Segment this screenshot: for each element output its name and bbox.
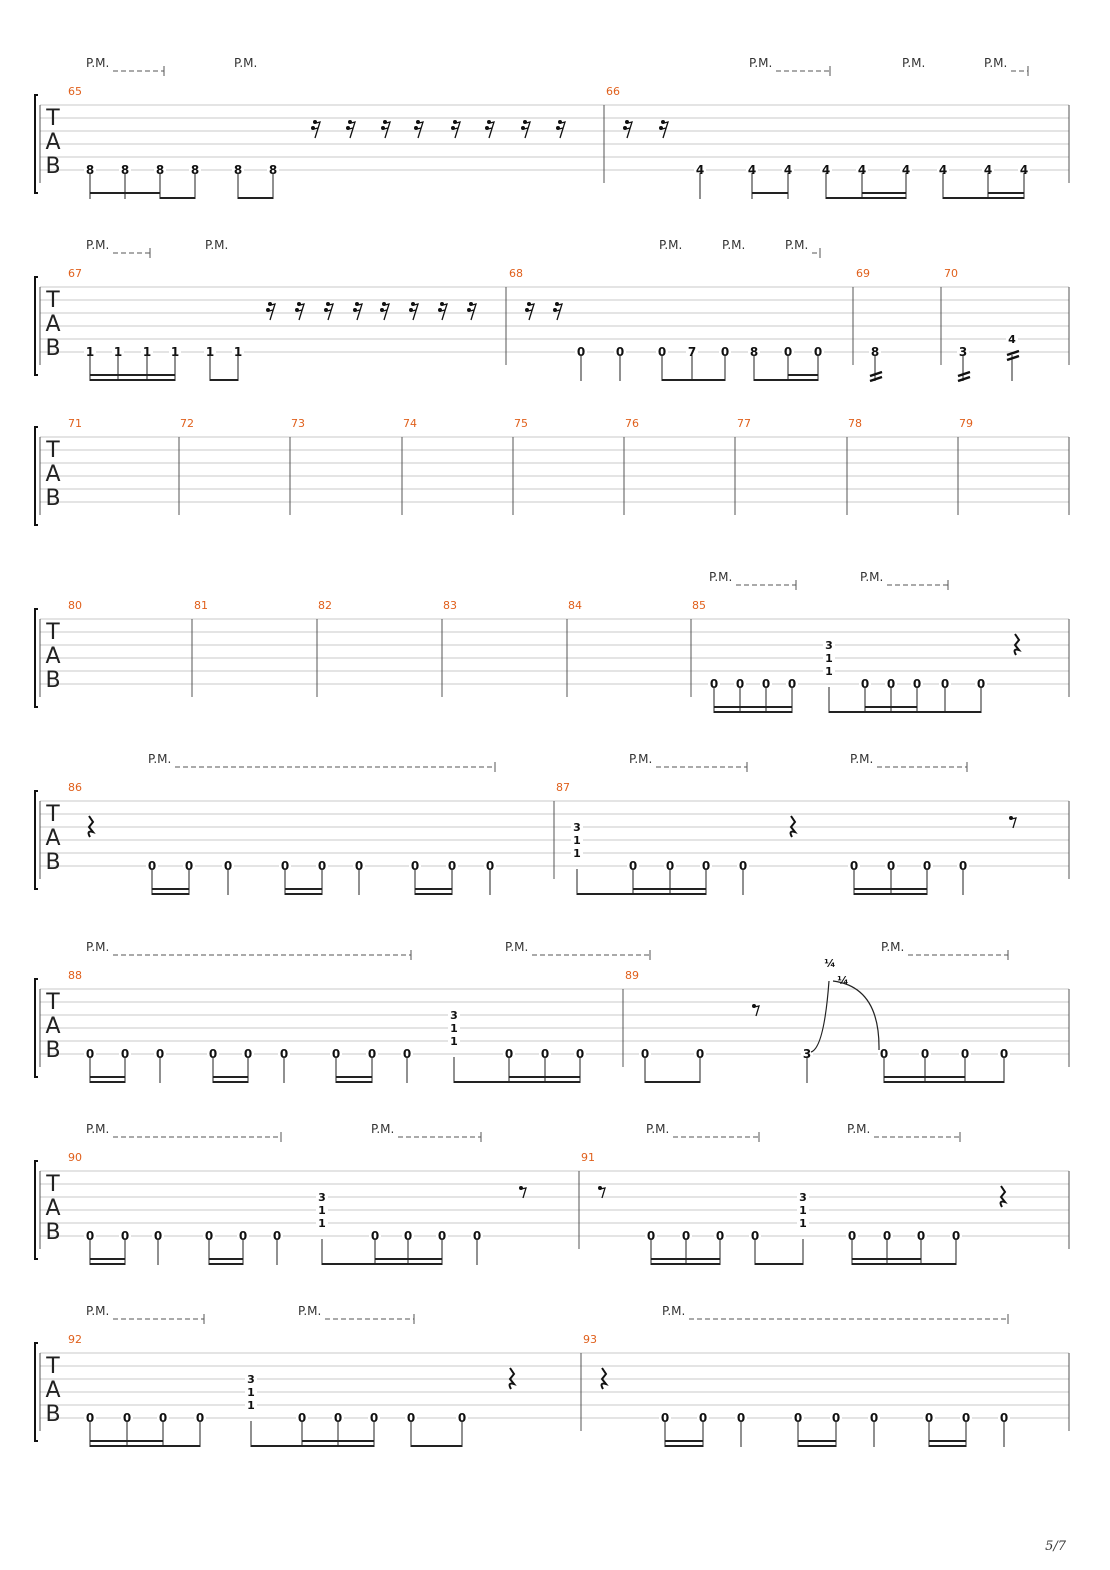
fret-number: 4 [1019,163,1029,177]
fret-number: 1 [799,1217,807,1230]
fret-number: 0 [402,1047,412,1061]
fret-number: 8 [155,163,165,177]
tab-clef-letter: T [46,620,60,645]
fret-number: 4 [747,163,757,177]
system-brace [35,609,38,707]
fret-number: 4 [901,163,911,177]
system-brace [35,427,38,525]
fret-number: 0 [437,1229,447,1243]
measure-number: 85 [692,599,706,612]
fret-number: 0 [370,1229,380,1243]
sixteenth-rest [298,304,304,320]
fret-number: 0 [406,1411,416,1425]
tab-clef-letter: B [45,336,61,361]
fret-number: 0 [369,1411,379,1425]
fret-number: 0 [735,677,745,691]
measure-number: 80 [68,599,82,612]
fret-number: 0 [208,1047,218,1061]
fret-number: 1 [233,345,243,359]
palm-mute-label: P.M. [234,56,258,70]
fret-number: 0 [410,859,420,873]
fret-number: 3 [958,345,968,359]
fret-number: 3 [799,1191,807,1204]
measure-number: 72 [180,417,194,430]
bend-amount-label: ¼ [824,957,836,970]
fret-number: 0 [367,1047,377,1061]
palm-mute-label: P.M. [722,238,746,252]
fret-number: 0 [960,1047,970,1061]
fret-number: 0 [660,1411,670,1425]
fret-number: 4 [983,163,993,177]
tab-clef-letter: B [45,1402,61,1427]
sixteenth-rest [412,304,418,320]
measure-number: 90 [68,1151,82,1164]
fret-number: 0 [223,859,233,873]
fret-number: 3 [247,1373,255,1386]
sixteenth-rest [349,122,355,138]
fret-number: 3 [573,821,581,834]
fret-number: 8 [233,163,243,177]
tab-clef-letter: T [46,1172,60,1197]
fret-number: 0 [869,1411,879,1425]
measure-number: 65 [68,85,82,98]
fret-number: 1 [170,345,180,359]
fret-number: 0 [847,1229,857,1243]
fret-number: 0 [657,345,667,359]
sixteenth-rest [559,122,565,138]
fret-number: 0 [860,677,870,691]
fret-number: 0 [472,1229,482,1243]
fret-number: 8 [870,345,880,359]
fret-number: 0 [184,859,194,873]
measure-number: 66 [606,85,620,98]
fret-number: 0 [924,1411,934,1425]
tab-clef-letter: A [45,1014,61,1039]
measure-number: 92 [68,1333,82,1346]
fret-number: 0 [504,1047,514,1061]
tab-clef-letter: B [45,1220,61,1245]
fret-number: 0 [120,1047,130,1061]
palm-mute-label: P.M. [148,752,172,766]
palm-mute-label: P.M. [86,238,110,252]
palm-mute-label: P.M. [629,752,653,766]
fret-number: 0 [540,1047,550,1061]
staff-system [35,940,1069,1083]
fret-number: 0 [720,345,730,359]
fret-number: 0 [297,1411,307,1425]
tab-clef-letter: T [46,438,60,463]
fret-number: 0 [715,1229,725,1243]
eighth-rest-dot [519,1186,523,1190]
tab-clef-letter: A [45,1378,61,1403]
page-number: 5/7 [1045,1539,1066,1554]
palm-mute-label: P.M. [860,570,884,584]
fret-number: 0 [628,859,638,873]
palm-mute-label: P.M. [785,238,809,252]
fret-number: 0 [280,859,290,873]
palm-mute-label: P.M. [902,56,926,70]
sixteenth-rest [524,122,530,138]
fret-number: 3 [825,639,833,652]
palm-mute-label: P.M. [205,238,229,252]
palm-mute-label: P.M. [86,1122,110,1136]
measure-number: 73 [291,417,305,430]
fret-number: 0 [976,677,986,691]
sixteenth-rest [454,122,460,138]
tab-clef-letter: A [45,644,61,669]
fret-number: 0 [951,1229,961,1243]
fret-number: 0 [354,859,364,873]
system-brace [35,1343,38,1441]
palm-mute-label: P.M. [646,1122,670,1136]
fret-number: 0 [709,677,719,691]
fret-number: 0 [912,677,922,691]
sixteenth-rest [556,304,562,320]
fret-number: 4 [695,163,705,177]
palm-mute-label: P.M. [659,238,683,252]
fret-number: 0 [879,1047,889,1061]
tab-clef-letter: B [45,1038,61,1063]
bend-notation [811,957,879,1052]
tab-clef-letter: B [45,668,61,693]
staff-system [35,238,1069,381]
tab-clef-letter: T [46,990,60,1015]
fret-number: 0 [849,859,859,873]
palm-mute-label: P.M. [749,56,773,70]
tremolo-slash [870,372,882,381]
tab-clef-letter: B [45,850,61,875]
measure-number: 87 [556,781,570,794]
eighth-rest-dot [598,1186,602,1190]
measure-number: 82 [318,599,332,612]
measure-number: 71 [68,417,82,430]
fret-number: 0 [272,1229,282,1243]
fret-number: 0 [701,859,711,873]
sixteenth-rest [269,304,275,320]
fret-number: 0 [940,677,950,691]
tab-clef-letter: A [45,312,61,337]
fret-number: 4 [1008,333,1016,346]
fret-number: 8 [749,345,759,359]
tab-clef-letter: B [45,154,61,179]
fret-number: 3 [318,1191,326,1204]
sixteenth-rest [528,304,534,320]
fret-number: 0 [85,1229,95,1243]
fret-number: 1 [318,1204,326,1217]
fret-number: 0 [640,1047,650,1061]
fret-number: 3 [802,1047,812,1061]
fret-number: 1 [573,834,581,847]
tab-clef-letter: T [46,802,60,827]
fret-number: 1 [573,847,581,860]
fret-number: 0 [813,345,823,359]
tab-clef-letter: A [45,826,61,851]
fret-number: 0 [447,859,457,873]
fret-number: 8 [268,163,278,177]
system-brace [35,95,38,193]
bend-amount-label: ¼ [837,974,849,987]
fret-number: 4 [783,163,793,177]
measure-number: 93 [583,1333,597,1346]
fret-number: 0 [999,1411,1009,1425]
fret-number: 0 [916,1229,926,1243]
fret-number: 1 [825,665,833,678]
fret-number: 1 [450,1022,458,1035]
sixteenth-rest [327,304,333,320]
measure-number: 81 [194,599,208,612]
fret-number: 0 [646,1229,656,1243]
fret-number: 8 [120,163,130,177]
fret-number: 0 [457,1411,467,1425]
palm-mute-label: P.M. [371,1122,395,1136]
fret-number: 0 [85,1411,95,1425]
palm-mute-label: P.M. [850,752,874,766]
fret-number: 0 [333,1411,343,1425]
fret-number: 8 [190,163,200,177]
fret-number: 0 [958,859,968,873]
fret-number: 4 [821,163,831,177]
fret-number: 0 [243,1047,253,1061]
fret-number: 0 [155,1047,165,1061]
fret-number: 0 [331,1047,341,1061]
staff-system [35,752,1069,895]
fret-number: 0 [238,1229,248,1243]
tab-clef-letter: A [45,1196,61,1221]
fret-number: 0 [783,345,793,359]
fret-number: 0 [153,1229,163,1243]
fret-number: 1 [825,652,833,665]
tab-clef-letter: A [45,462,61,487]
staff-system [35,1122,1069,1265]
fret-number: 0 [922,859,932,873]
fret-number: 4 [857,163,867,177]
fret-number: 1 [247,1386,255,1399]
fret-number: 0 [920,1047,930,1061]
fret-number: 0 [681,1229,691,1243]
measure-number: 67 [68,267,82,280]
fret-number: 0 [158,1411,168,1425]
measure-number: 83 [443,599,457,612]
palm-mute-label: P.M. [86,56,110,70]
measure-number: 77 [737,417,751,430]
staff-system [35,417,1069,525]
measure-number: 84 [568,599,582,612]
staff-system [35,56,1069,199]
fret-number: 0 [738,859,748,873]
tab-clef-letter: T [46,106,60,131]
fret-number: 0 [279,1047,289,1061]
tab-clef-letter: T [46,288,60,313]
sixteenth-rest [626,122,632,138]
sixteenth-rest [441,304,447,320]
measure-number: 75 [514,417,528,430]
palm-mute-label: P.M. [86,1304,110,1318]
measure-number: 70 [944,267,958,280]
system-brace [35,1161,38,1259]
palm-mute-label: P.M. [298,1304,322,1318]
tab-clef-letter: A [45,130,61,155]
fret-number: 0 [698,1411,708,1425]
fret-number: 0 [787,677,797,691]
sixteenth-rest [488,122,494,138]
sixteenth-rest [470,304,476,320]
eighth-rest-dot [752,1004,756,1008]
fret-number: 8 [85,163,95,177]
fret-number: 0 [575,1047,585,1061]
fret-number: 0 [195,1411,205,1425]
fret-number: 0 [750,1229,760,1243]
measure-number: 74 [403,417,417,430]
fret-number: 0 [999,1047,1009,1061]
system-brace [35,979,38,1077]
fret-number: 0 [120,1229,130,1243]
palm-mute-label: P.M. [881,940,905,954]
fret-number: 1 [450,1035,458,1048]
measure-number: 79 [959,417,973,430]
fret-number: 0 [204,1229,214,1243]
measure-number: 78 [848,417,862,430]
fret-number: 1 [799,1204,807,1217]
fret-number: 0 [665,859,675,873]
fret-number: 0 [485,859,495,873]
measure-number: 89 [625,969,639,982]
fret-number: 4 [938,163,948,177]
fret-number: 0 [831,1411,841,1425]
system-brace [35,277,38,375]
measure-number: 69 [856,267,870,280]
palm-mute-label: P.M. [984,56,1008,70]
sixteenth-rest [356,304,362,320]
fret-number: 1 [205,345,215,359]
fret-number: 0 [147,859,157,873]
measure-number: 68 [509,267,523,280]
fret-number: 7 [687,345,697,359]
system-brace [35,791,38,889]
fret-number: 1 [113,345,123,359]
fret-number: 0 [761,677,771,691]
fret-number: 0 [886,859,896,873]
fret-number: 0 [961,1411,971,1425]
fret-number: 3 [450,1009,458,1022]
sixteenth-rest [662,122,668,138]
fret-number: 0 [576,345,586,359]
fret-number: 1 [318,1217,326,1230]
fret-number: 0 [403,1229,413,1243]
sixteenth-rest [314,122,320,138]
tab-clef-letter: T [46,1354,60,1379]
palm-mute-label: P.M. [662,1304,686,1318]
staff-system [35,570,1069,713]
tremolo-slash [958,372,970,381]
measure-number: 86 [68,781,82,794]
fret-number: 1 [142,345,152,359]
fret-number: 0 [317,859,327,873]
palm-mute-label: P.M. [86,940,110,954]
fret-number: 1 [85,345,95,359]
palm-mute-label: P.M. [709,570,733,584]
fret-number: 0 [615,345,625,359]
fret-number: 0 [886,677,896,691]
fret-number: 0 [736,1411,746,1425]
sixteenth-rest [384,122,390,138]
fret-number: 0 [882,1229,892,1243]
sixteenth-rest [417,122,423,138]
fret-number: 0 [85,1047,95,1061]
fret-number: 0 [122,1411,132,1425]
fret-number: 1 [247,1399,255,1412]
sixteenth-rest [383,304,389,320]
tab-clef-letter: B [45,486,61,511]
staff-system [35,1304,1069,1447]
fret-number: 0 [793,1411,803,1425]
measure-number: 91 [581,1151,595,1164]
palm-mute-label: P.M. [505,940,529,954]
measure-number: 88 [68,969,82,982]
eighth-rest-dot [1009,816,1013,820]
palm-mute-label: P.M. [847,1122,871,1136]
measure-number: 76 [625,417,639,430]
fret-number: 0 [695,1047,705,1061]
